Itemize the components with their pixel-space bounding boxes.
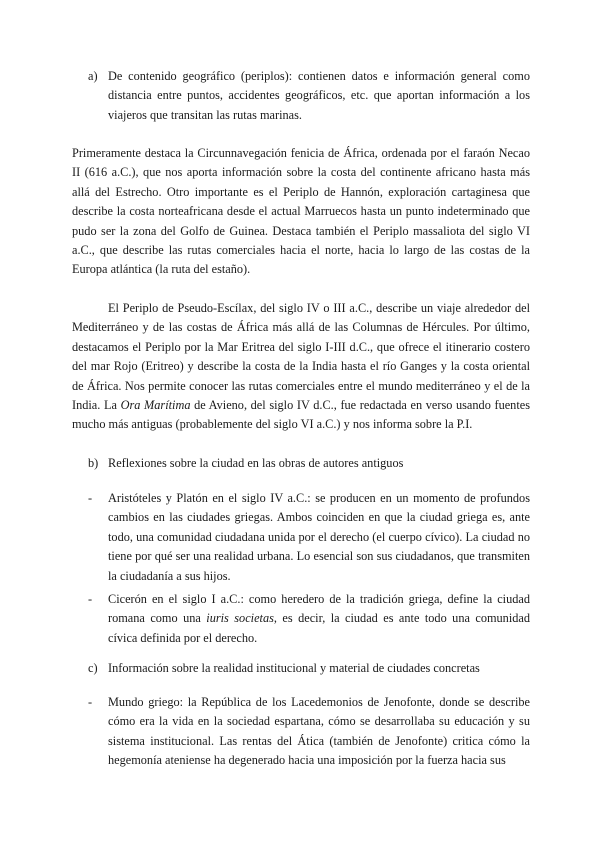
italic-title-ora-maritima: Ora Marítima [120, 398, 191, 413]
paragraph-periplo-pseudo-escilax: El Periplo de Pseudo-Escílax, del siglo IV o III a.C., describe un viaje alrededor del Mediterráneo y de las costas de África más allá de las Columnas de Hércules. Por último, destacamos el Periplo por la Mar Eritrea del siglo I-III d.C., que ofrece el itinerario costero del mar Rojo (Eritreo) y describe la costa de la India hasta el río Ganges y la costa oriental de África. Nos permite conocer las rutas comerciales entre el mundo mediterráneo y el de la India. La Ora Marítima de Avieno, del siglo IV d.C., fue redactada en verso usando fuentes mucho más antiguas (probablemente del siglo VI a.C.) y nos informa sobre la P.I. [72, 301, 530, 432]
dash-marker: - [88, 491, 93, 505]
paragraph-circumnavigation: Primeramente destaca la Circunnavegación fenicia de África, ordenada por el faraón Necao II (616 a.C.), que nos aporta información sobre la costa del continente africano hasta más allá del Estrecho. Otro importante es el Periplo de Hannón, exploración cartaginesa que describe la costa norteafricana desde el actual Marruecos hasta un punto indeterminado que pudo ser la zona del Golfo de Guinea. Destaca también el Periplo massaliota del siglo VI a.C., que describe las rutas comerciales hacia el norte, hacia lo largo de las costas de la Europa atlántica (la ruta del estaño). [72, 146, 530, 277]
list-marker: c) [88, 661, 98, 675]
list-item-text: Reflexiones sobre la ciudad en las obras de autores antiguos [108, 456, 404, 470]
dash-item-text: Aristóteles y Platón en el siglo IV a.C.: se producen en un momento de profundos cambios en las ciudades griegas. Ambos coinciden en que la ciudad griega es, ante todo, una comunidad ciudadana unida por el derecho (el cuerpo cívico). La ciudad no tiene por qué ser una realidad urbana. Lo esencial son sus ciudadanos, que transmiten la ciudadanía a sus hijos. [108, 491, 530, 583]
dash-marker: - [88, 695, 93, 709]
list-marker: b) [88, 456, 99, 470]
dash-marker: - [88, 592, 93, 606]
list-item-text: Información sobre la realidad institucional y material de ciudades concretas [108, 661, 480, 675]
dash-item-text: Mundo griego: la República de los Lacedemonios de Jenofonte, donde se describe cómo era la vida en la sociedad espartana, cómo se desarrollaba su educación y su sistema institucional. Las rentas del Ática (también de Jenofonte) critica cómo la hegemonía ateniense ha degenerado hacia una imposición por la fuerza hacia sus [108, 695, 530, 768]
dash-item-text: Cicerón en el siglo I a.C.: como heredero de la tradición griega, define la ciudad romana como una iuris societas, es decir, la ciudad es ante todo una comunidad cívica definida por el derecho. [108, 592, 531, 645]
list-marker: a) [88, 69, 98, 83]
list-item-text: De contenido geográfico (periplos): contienen datos e información general como distancia entre puntos, accidentes geográficos, etc. que aportan información a los viajeros que transitan las rutas marinas. [108, 69, 530, 122]
italic-term-iuris-societas: iuris societas [206, 611, 274, 626]
